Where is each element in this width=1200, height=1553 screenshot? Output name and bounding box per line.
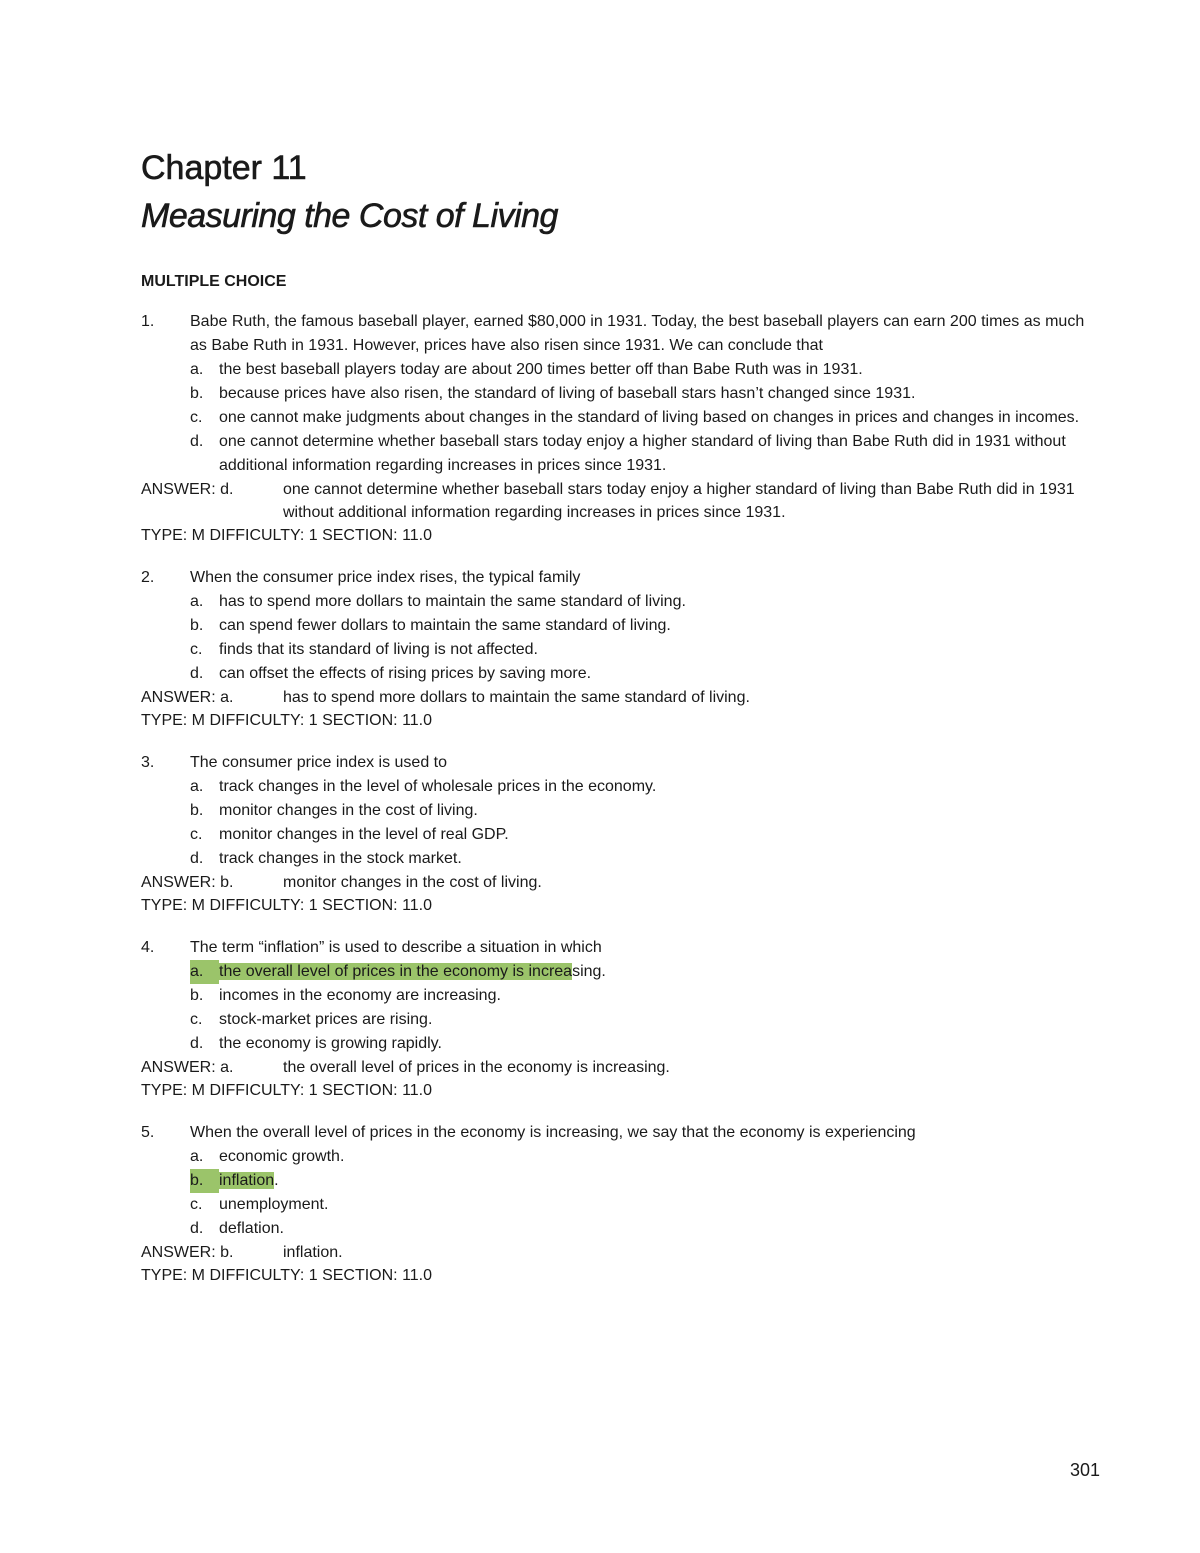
option-letter: c. bbox=[190, 1196, 203, 1213]
option-letter: c. bbox=[190, 826, 203, 843]
answer-line bbox=[141, 478, 1101, 524]
option-text: the best baseball players today are about 200 times better off than Babe Ruth was in 1931. bbox=[219, 361, 863, 378]
option-c bbox=[190, 823, 1101, 847]
answer-text: the overall level of prices in the economy is increasing. bbox=[283, 1059, 670, 1076]
option-letter: d. bbox=[190, 433, 204, 450]
answer-label: ANSWER: d. bbox=[141, 481, 234, 498]
answer-line bbox=[141, 1056, 1101, 1079]
option-text: one cannot make judgments about changes in the standard of living based on changes in prices and changes in incomes. bbox=[219, 409, 1080, 426]
option-text bbox=[219, 1169, 1101, 1193]
option-b bbox=[190, 799, 1101, 823]
highlighted-text: inflation bbox=[219, 1172, 275, 1189]
option-a bbox=[190, 960, 1101, 984]
question-meta: TYPE: M DIFFICULTY: 1 SECTION: 11.0 bbox=[141, 712, 433, 729]
option-text: stock-market prices are rising. bbox=[219, 1011, 433, 1028]
option-d bbox=[190, 662, 1101, 686]
option-letter: d. bbox=[190, 665, 204, 682]
question-stem: Babe Ruth, the famous baseball player, earned $80,000 in 1931. Today, the best baseball players can earn 200 times as much as Babe Ruth in 1931. However, prices have also risen since 1931. We can conclude that bbox=[190, 313, 1085, 354]
option-d bbox=[190, 847, 1101, 871]
option-text: deflation. bbox=[219, 1220, 284, 1237]
option-text-rest: . bbox=[274, 1172, 279, 1189]
question-meta: TYPE: M DIFFICULTY: 1 SECTION: 11.0 bbox=[141, 1267, 433, 1284]
answer-label: ANSWER: b. bbox=[141, 874, 234, 891]
option-c bbox=[190, 406, 1101, 430]
option-b bbox=[190, 614, 1101, 638]
answer-text: has to spend more dollars to maintain the same standard of living. bbox=[283, 689, 750, 706]
option-letter: a. bbox=[190, 1148, 204, 1165]
question-number: 5. bbox=[141, 1124, 155, 1141]
option-letter: b. bbox=[190, 385, 204, 402]
option-text: monitor changes in the cost of living. bbox=[219, 802, 478, 819]
question-meta: TYPE: M DIFFICULTY: 1 SECTION: 11.0 bbox=[141, 527, 433, 544]
option-letter: a. bbox=[190, 361, 204, 378]
question-meta: TYPE: M DIFFICULTY: 1 SECTION: 11.0 bbox=[141, 897, 433, 914]
chapter-number: Chapter 11 bbox=[141, 149, 307, 187]
answer-label: ANSWER: b. bbox=[141, 1244, 234, 1261]
option-b bbox=[190, 1169, 1101, 1193]
answer-text: monitor changes in the cost of living. bbox=[283, 874, 542, 891]
page-number: 301 bbox=[1069, 1460, 1100, 1480]
option-c bbox=[190, 638, 1101, 662]
option-letter: a. bbox=[190, 593, 204, 610]
question-stem: The consumer price index is used to bbox=[190, 754, 448, 771]
highlighted-text: the overall level of prices in the economy is increa bbox=[219, 963, 573, 980]
document-page bbox=[141, 148, 1101, 1306]
option-letter: d. bbox=[190, 1220, 204, 1237]
answer-line bbox=[141, 871, 1101, 894]
question-number: 4. bbox=[141, 939, 155, 956]
option-a bbox=[190, 775, 1101, 799]
question-5 bbox=[141, 1121, 1101, 1288]
chapter-title: Measuring the Cost of Living bbox=[141, 197, 558, 235]
option-text-rest: sing. bbox=[572, 963, 606, 980]
option-text: incomes in the economy are increasing. bbox=[219, 987, 501, 1004]
option-letter: d. bbox=[190, 1035, 204, 1052]
question-number: 3. bbox=[141, 754, 155, 771]
option-letter: b. bbox=[190, 987, 204, 1004]
question-number: 1. bbox=[141, 313, 155, 330]
answer-text: inflation. bbox=[283, 1244, 343, 1261]
option-text: can offset the effects of rising prices by saving more. bbox=[219, 665, 592, 682]
option-d bbox=[190, 430, 1101, 478]
option-letter: b. bbox=[190, 802, 204, 819]
option-text: track changes in the stock market. bbox=[219, 850, 462, 867]
question-4 bbox=[141, 936, 1101, 1103]
question-3 bbox=[141, 751, 1101, 918]
answer-label: ANSWER: a. bbox=[141, 1059, 234, 1076]
option-text: has to spend more dollars to maintain the same standard of living. bbox=[219, 593, 686, 610]
option-letter: a. bbox=[190, 960, 219, 984]
option-text: the economy is growing rapidly. bbox=[219, 1035, 442, 1052]
option-a bbox=[190, 1145, 1101, 1169]
option-letter: b. bbox=[190, 617, 204, 634]
question-1 bbox=[141, 310, 1101, 548]
section-heading: MULTIPLE CHOICE bbox=[141, 273, 287, 290]
question-2 bbox=[141, 566, 1101, 733]
option-letter: d. bbox=[190, 850, 204, 867]
option-text bbox=[219, 960, 1101, 984]
option-text: monitor changes in the level of real GDP. bbox=[219, 826, 509, 843]
option-letter: a. bbox=[190, 778, 204, 795]
option-c bbox=[190, 1193, 1101, 1217]
option-letter: b. bbox=[190, 1169, 219, 1193]
option-text: track changes in the level of wholesale prices in the economy. bbox=[219, 778, 657, 795]
option-text: finds that its standard of living is not affected. bbox=[219, 641, 538, 658]
question-stem: When the consumer price index rises, the typical family bbox=[190, 569, 581, 586]
option-c bbox=[190, 1008, 1101, 1032]
question-stem: The term “inflation” is used to describe a situation in which bbox=[190, 939, 602, 956]
option-text: can spend fewer dollars to maintain the same standard of living. bbox=[219, 617, 671, 634]
answer-text: one cannot determine whether baseball stars today enjoy a higher standard of living than Babe Ruth did in 1931 without additional information regarding increases in prices since 1931. bbox=[283, 481, 1075, 521]
option-text: because prices have also risen, the standard of living of baseball stars hasn’t changed since 1931. bbox=[219, 385, 916, 402]
question-stem: When the overall level of prices in the economy is increasing, we say that the economy is experiencing bbox=[190, 1124, 916, 1141]
option-a bbox=[190, 590, 1101, 614]
option-d bbox=[190, 1032, 1101, 1056]
option-text: economic growth. bbox=[219, 1148, 345, 1165]
option-b bbox=[190, 382, 1101, 406]
answer-line bbox=[141, 1241, 1101, 1264]
option-letter: c. bbox=[190, 409, 203, 426]
question-number: 2. bbox=[141, 569, 155, 586]
question-meta: TYPE: M DIFFICULTY: 1 SECTION: 11.0 bbox=[141, 1082, 433, 1099]
option-letter: c. bbox=[190, 1011, 203, 1028]
option-text: unemployment. bbox=[219, 1196, 329, 1213]
option-b bbox=[190, 984, 1101, 1008]
answer-line bbox=[141, 686, 1101, 709]
option-letter: c. bbox=[190, 641, 203, 658]
option-text: one cannot determine whether baseball stars today enjoy a higher standard of living than Babe Ruth did in 1931 without additional information regarding increases in prices since 1931. bbox=[219, 433, 1066, 474]
answer-label: ANSWER: a. bbox=[141, 689, 234, 706]
option-a bbox=[190, 358, 1101, 382]
option-d bbox=[190, 1217, 1101, 1241]
